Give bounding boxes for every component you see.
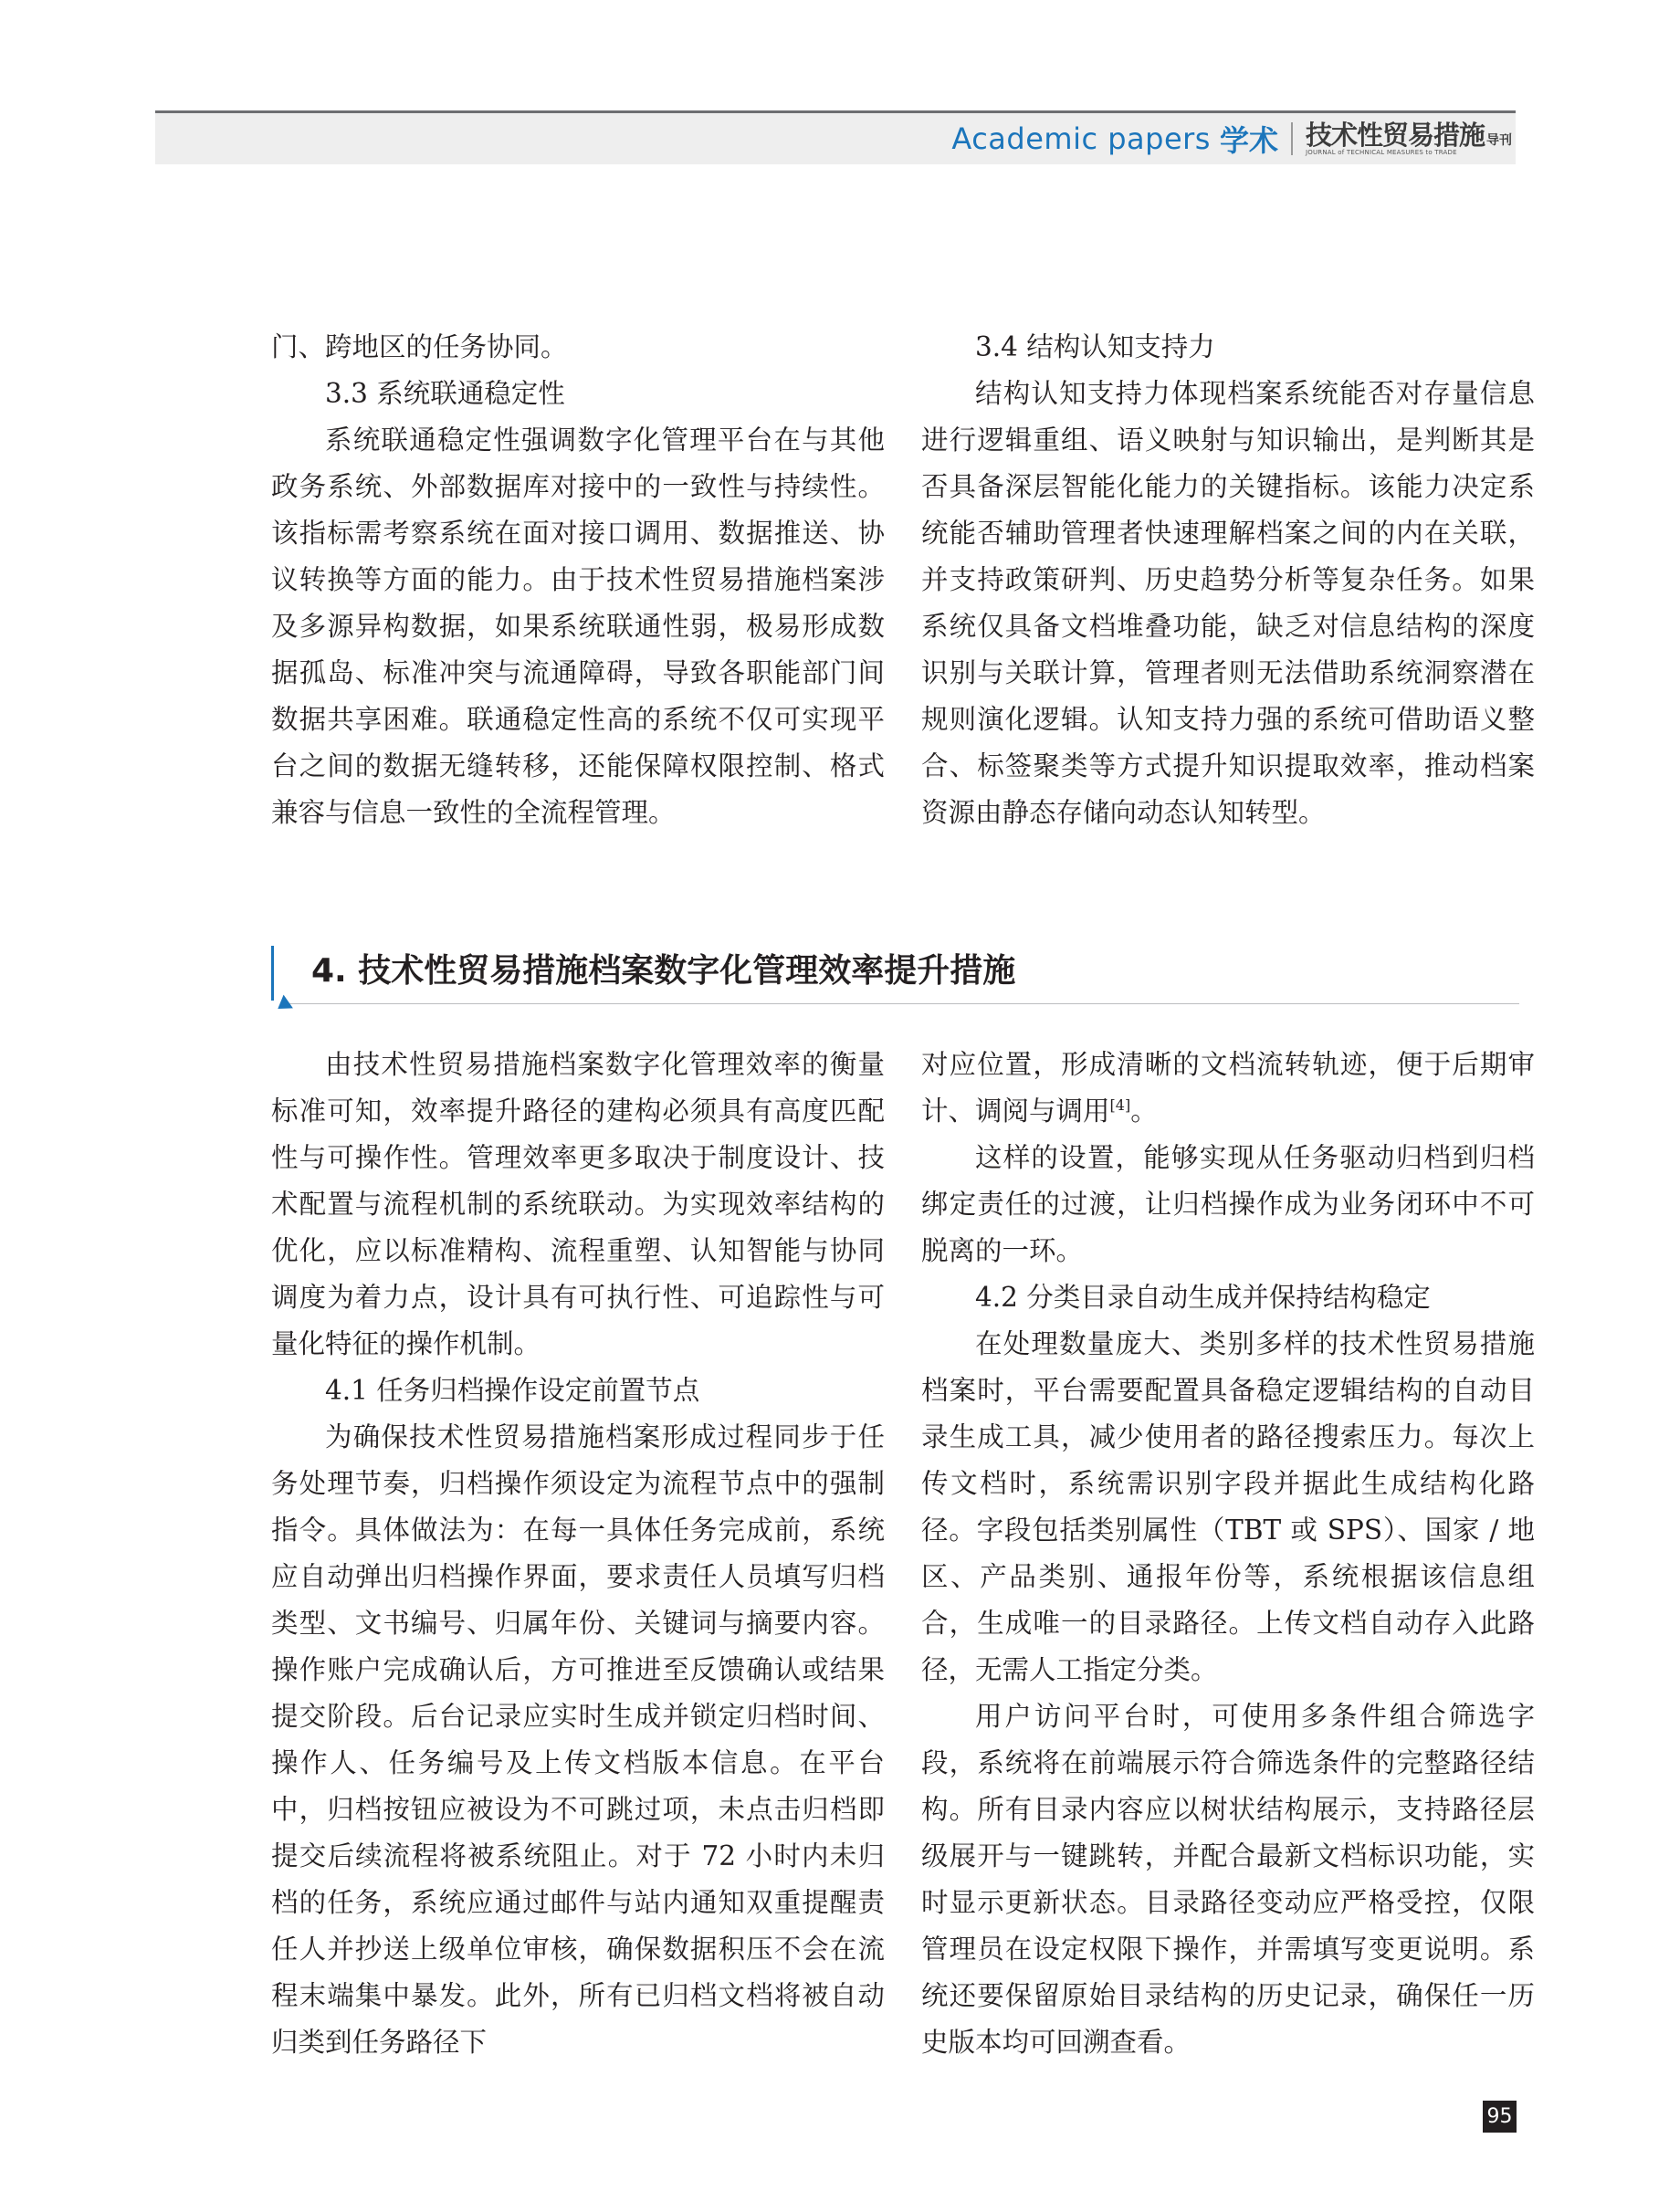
section-heading-underline [282, 1003, 1519, 1004]
paragraph [921, 1042, 1535, 1135]
journal-logo [1306, 121, 1512, 157]
paragraph: 这样的设置，能够实现从任务驱动归档到归档绑定责任的过渡，让归档操作成为业务闭环中不可脱离的一环。 [921, 1142, 1535, 1266]
journal-logo-title: 技术性贸易措施 [1305, 119, 1485, 151]
header-separator [1291, 122, 1293, 155]
subheading-4-2: 4.2 分类目录自动生成并保持结构稳定 [975, 1282, 1431, 1313]
corner-arrow-icon [273, 995, 293, 1016]
journal-logo-suffix: 导刊 [1486, 132, 1512, 148]
paragraph: 为确保技术性贸易措施档案形成过程同步于任务处理节奏，归档操作须设定为流程节点中的强制指令。具体做法为：在每一具体任务完成前，系统应自动弹出归档操作界面，要求责任人员填写归档类型、文书编号、归属年份、关键词与摘要内容。操作账户完成确认后，方可推进至反馈确认或结果提交阶段。后台记录应实时生成并锁定归档时间、操作人、任务编号及上传文档版本信息。在平台中，归档按钮应被设为不可跳过项，未点击归档即提交后续流程将被系统阻止。对于 72 小时内未归档的任务，系统应通过邮件与站内通知双重提醒责任人并抄送上级单位审核，确保数据积压不会在流程末端集中暴发。此外，所有已归档文档将被自动归类到任务路径下 [271, 1421, 885, 2058]
section-heading-4 [271, 942, 1522, 1008]
paragraph: 系统联通稳定性强调数字化管理平台在与其他政务系统、外部数据库对接中的一致性与持续性。该指标需考察系统在面对接口调用、数据推送、协议转换等方面的能力。由于技术性贸易措施档案涉及多源异构数据，如果系统联通性弱，极易形成数据孤岛、标准冲突与流通障碍，导致各职能部门间数据共享困难。联通稳定性高的系统不仅可实现平台之间的数据无缝转移，还能保障权限控制、格式兼容与信息一致性的全流程管理。 [271, 425, 885, 828]
page-number: 95 [1483, 2101, 1517, 2133]
header-xueshu: 学术 [1219, 123, 1278, 158]
paragraph: 由技术性贸易措施档案数字化管理效率的衡量标准可知，效率提升路径的建构必须具有高度匹配性与可操作性。管理效率更多取决于制度设计、技术配置与流程机制的系统联动。为实现效率结构的优化，应以标准精构、流程重塑、认知智能与协同调度为着力点，设计具有可执行性、可追踪性与可量化特征的操作机制。 [271, 1049, 885, 1359]
section-heading-bar [271, 946, 274, 1001]
paragraph: 在处理数量庞大、类别多样的技术性贸易措施档案时，平台需要配置具备稳定逻辑结构的自动目录生成工具，减少使用者的路径搜索压力。每次上传文档时，系统需识别字段并据此生成结构化路径。字段包括类别属性（TBT 或 SPS）、国家 / 地区、产品类别、通报年份等，系统根据该信息组合，生成唯一的目录路径。上传文档自动存入此路径，无需人工指定分类。 [921, 1328, 1535, 1685]
column-right-bottom [921, 1042, 1535, 2066]
column-left-top [271, 324, 885, 836]
paragraph: 用户访问平台时，可使用多条件组合筛选字段，系统将在前端展示符合筛选条件的完整路径结构。所有目录内容应以树状结构展示，支持路径层级展开与一键跳转，并配合最新文档标识功能，实时显示更新状态。目录路径变动应严格受控，仅限管理员在设定权限下操作，并需填写变更说明。系统还要保留原始目录结构的历史记录，确保任一历史版本均可回溯查看。 [921, 1701, 1535, 2058]
paragraph-text: 对应位置，形成清晰的文档流转轨迹，便于后期审计、调阅与调用 [921, 1049, 1535, 1127]
column-right-top [921, 324, 1535, 836]
column-left-bottom [271, 1042, 885, 2066]
running-header [951, 121, 1512, 157]
subheading-4-1: 4.1 任务归档操作设定前置节点 [325, 1375, 700, 1406]
citation-ref[interactable]: [4] [1109, 1096, 1131, 1115]
section-title: 4. 技术性贸易措施档案数字化管理效率提升措施 [311, 952, 1016, 990]
paragraph: 结构认知支持力体现档案系统能否对存量信息进行逻辑重组、语义映射与知识输出，是判断其是否具备深层智能化能力的关键指标。该能力决定系统能否辅助管理者快速理解档案之间的内在关联，并支持政策研判、历史趋势分析等复杂任务。如果系统仅具备文档堆叠功能，缺乏对信息结构的深度识别与关联计算，管理者则无法借助系统洞察潜在规则演化逻辑。认知支持力强的系统可借助语义整合、标签聚类等方式提升知识提取效率，推动档案资源由静态存储向动态认知转型。 [921, 378, 1535, 828]
paragraph-text-end: 。 [1130, 1096, 1158, 1127]
subheading-3-3: 3.3 系统联通稳定性 [325, 378, 565, 409]
journal-logo-english: JOURNAL of TECHNICAL MEASURES to TRADE [1305, 148, 1457, 156]
subheading-3-4: 3.4 结构认知支持力 [975, 331, 1215, 362]
paragraph: 门、跨地区的任务协同。 [271, 331, 568, 362]
header-academic-papers: Academic papers [951, 121, 1211, 156]
